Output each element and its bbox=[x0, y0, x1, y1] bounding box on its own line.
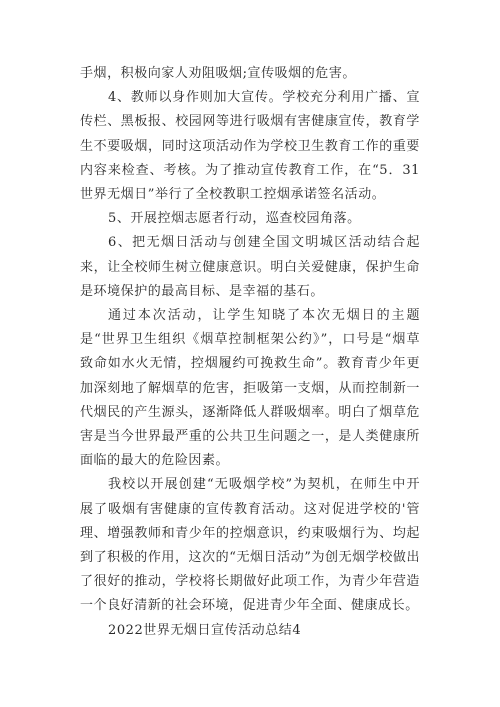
document-page bbox=[80, 62, 420, 643]
paragraph-continuation: 手烟，积极向家人劝阻吸烟;宣传吸烟的危害。 bbox=[80, 66, 356, 81]
section-heading: 2022世界无烟日宣传活动总结4 bbox=[108, 622, 302, 638]
paragraph-item-6: 6、把无烟日活动与创建全国文明城区活动结合起来，让全校师生树立健康意识。明白关爱健康，保护生命是环境保护的最高目标、是幸福的基石。 bbox=[80, 235, 420, 299]
paragraph-item-4: 4、教师以身作则加大宣传。学校充分利用广播、宣传栏、黑板报、校园网等进行吸烟有害健康宣传，教育学生不要吸烟，同时这项活动作为学校卫生教育工作的重要内容来检查、考核。为了推动宣传教育工作，在“5．31世界无烟日”举行了全校教职工控烟承诺签名活动。 bbox=[80, 90, 420, 203]
paragraph-item-5: 5、开展控烟志愿者行动，巡查校园角落。 bbox=[108, 211, 361, 227]
paragraph-conclusion: 我校以开展创建“无吸烟学校”为契机，在师生中开展了吸烟有害健康的宣传教育活动。这对促进学校的'管理、增强教师和青少年的控烟意识，约束吸烟行为、均起到了积极的作用，这次的“无烟日活动”为创无烟学校做出了很好的推动，学校将长期做好此项工作，为青少年营造一个良好清新的社会环境，促进青少年全面、健康成长。 bbox=[80, 477, 420, 614]
paragraph-summary: 通过本次活动，让学生知晓了本次无烟日的主题是“世界卫生组织《烟草控制框架公约》”，口号是“烟草致命如水火无情，控烟履约可挽救生命”。教育青少年更加深刻地了解烟草的危害，拒吸第一支烟，从而控制新一代烟民的产生源头，逐渐降低人群吸烟率。明白了烟草危害是当今世界最严重的公共卫生问题之一，是人类健康所面临的最大的危险因素。 bbox=[80, 308, 420, 469]
